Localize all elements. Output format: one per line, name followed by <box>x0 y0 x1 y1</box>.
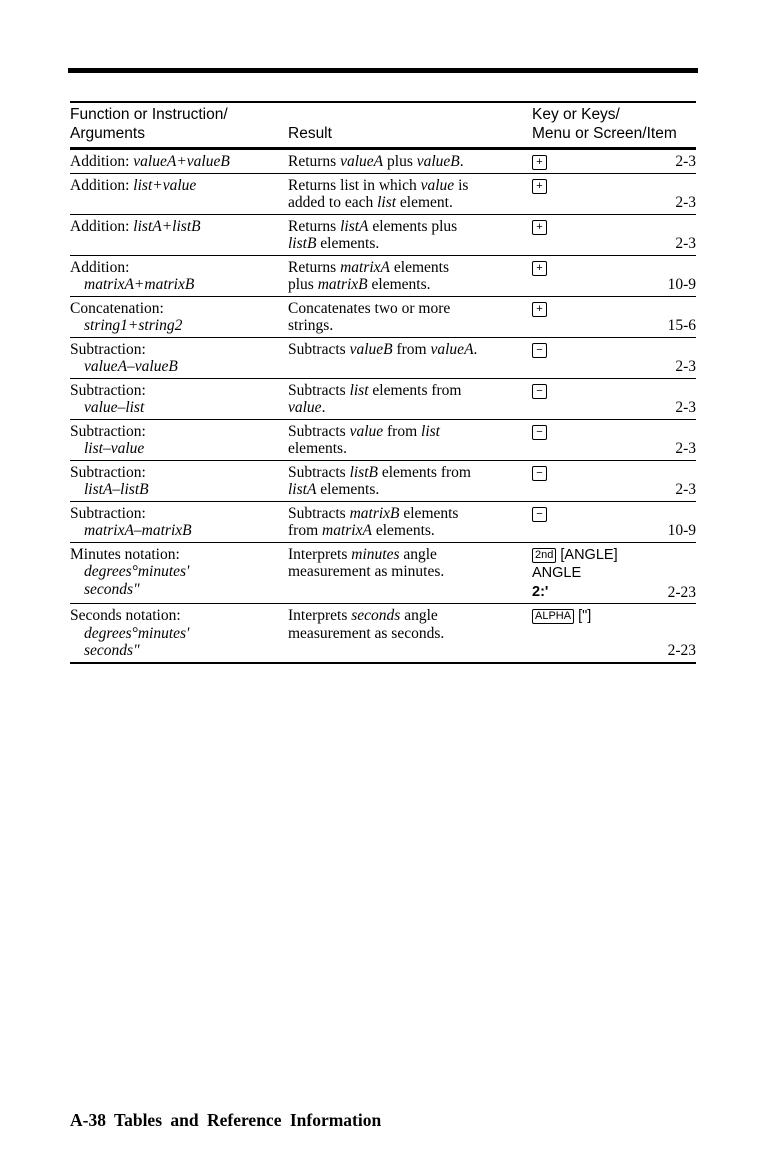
keys-cell <box>532 607 696 660</box>
result-text: list <box>377 194 397 211</box>
result-line <box>288 177 532 195</box>
result-line <box>288 194 532 212</box>
table-row <box>70 174 696 215</box>
keys-cell <box>532 505 696 540</box>
function-args: seconds" <box>84 580 140 598</box>
key-line <box>532 564 696 583</box>
key-line <box>532 259 696 277</box>
table-row <box>70 461 696 502</box>
header-result: Result <box>288 125 332 142</box>
table-row <box>70 379 696 420</box>
page-reference: 2-3 <box>675 153 696 170</box>
result-text: listA <box>288 481 317 498</box>
function-line <box>70 581 288 599</box>
function-cell <box>70 382 288 417</box>
calculator-key-icon: + <box>532 220 547 235</box>
function-line <box>70 358 288 376</box>
result-line <box>288 300 532 318</box>
result-cell <box>288 382 532 417</box>
result-text: elements plus <box>368 217 458 235</box>
result-text: . <box>321 399 326 416</box>
result-cell <box>288 505 532 540</box>
result-text: list <box>349 381 369 399</box>
result-text: elements. <box>316 235 380 252</box>
keys-cell <box>532 218 696 253</box>
result-cell <box>288 153 532 171</box>
result-text: from <box>392 340 431 358</box>
function-label: Seconds notation: <box>70 607 181 624</box>
function-cell <box>70 218 288 253</box>
calculator-key-icon: + <box>532 155 547 170</box>
calculator-key-icon: − <box>532 384 547 399</box>
result-text: angle <box>399 545 437 563</box>
page-reference: 2-3 <box>675 399 696 416</box>
result-text: measurement as minutes. <box>288 563 445 580</box>
function-line <box>70 522 288 540</box>
result-text: from <box>288 522 323 539</box>
table-row <box>70 502 696 543</box>
result-cell <box>288 464 532 499</box>
function-cell <box>70 607 288 660</box>
function-line <box>70 276 288 294</box>
key-line <box>532 177 696 195</box>
function-args: matrixA–matrixB <box>84 522 192 539</box>
result-line <box>288 563 532 581</box>
header-keys: Key or Keys/ Menu or Screen/Item <box>532 106 677 142</box>
keys-cell <box>532 300 696 335</box>
calculator-key-icon: + <box>532 302 547 317</box>
result-text: plus <box>288 276 318 293</box>
result-text: valueB <box>416 153 460 170</box>
result-line <box>288 625 532 643</box>
result-cell <box>288 546 532 602</box>
result-cell <box>288 423 532 458</box>
function-cell <box>70 505 288 540</box>
result-cell <box>288 341 532 376</box>
result-line <box>288 440 532 458</box>
function-args: matrixA+matrixB <box>84 276 195 293</box>
function-label: Addition: <box>70 176 134 194</box>
result-text: Returns <box>288 153 341 170</box>
table-row <box>70 604 696 664</box>
result-text: from <box>383 422 422 440</box>
page-reference: 10-9 <box>667 276 696 293</box>
function-args: listA–listB <box>84 481 149 498</box>
result-line <box>288 341 532 359</box>
result-text: Subtracts <box>288 340 350 358</box>
function-args: valueA+valueB <box>133 153 230 170</box>
function-line <box>70 607 288 625</box>
calculator-key-icon: − <box>532 343 547 358</box>
result-text: Subtracts <box>288 504 350 522</box>
page-reference: 2-23 <box>667 642 696 659</box>
function-line <box>70 259 288 277</box>
function-label: Addition: <box>70 153 134 170</box>
page-reference: 10-9 <box>667 522 696 539</box>
page-footer: A-38 Tables and Reference Information <box>70 1110 382 1130</box>
result-line <box>288 276 532 294</box>
keys-cell <box>532 177 696 212</box>
function-line <box>70 153 288 171</box>
function-args: listA+listB <box>133 217 201 235</box>
function-label: Minutes notation: <box>70 545 180 563</box>
menu-item-text: 2:' <box>532 583 549 600</box>
result-text: element. <box>396 194 453 211</box>
function-line <box>70 505 288 523</box>
result-cell <box>288 259 532 294</box>
calculator-key-icon: ALPHA <box>532 609 574 624</box>
table-row <box>70 338 696 379</box>
function-label: Subtraction: <box>70 381 146 399</box>
calculator-key-icon: + <box>532 261 547 276</box>
function-args: valueA–valueB <box>84 358 178 375</box>
function-line <box>70 440 288 458</box>
calculator-key-icon: + <box>532 179 547 194</box>
result-text: plus <box>383 153 417 170</box>
calculator-key-icon: 2nd <box>532 548 556 563</box>
page-reference: 2-3 <box>675 194 696 211</box>
result-text: added to each <box>288 194 378 211</box>
keys-cell <box>532 259 696 294</box>
page-reference: 2-3 <box>675 440 696 457</box>
calculator-key-icon: − <box>532 425 547 440</box>
keys-cell <box>532 423 696 458</box>
result-text: Returns <box>288 258 341 276</box>
result-text: Concatenates two or more <box>288 299 451 317</box>
key-line <box>532 218 696 236</box>
page-reference: 2-3 <box>675 358 696 375</box>
function-line <box>70 481 288 499</box>
result-text: valueA <box>340 153 384 170</box>
header-function: Function or Instruction/ Arguments <box>70 106 228 142</box>
function-label: Addition: <box>70 217 134 235</box>
keys-cell <box>532 546 696 602</box>
function-cell <box>70 259 288 294</box>
function-args: seconds" <box>84 642 140 659</box>
result-text: valueA <box>430 340 474 358</box>
result-text: Subtracts <box>288 422 350 440</box>
table-row <box>70 420 696 461</box>
result-text: list <box>421 422 440 440</box>
result-text: value <box>288 399 322 416</box>
function-line <box>70 546 288 564</box>
result-text: matrixB <box>349 504 400 522</box>
key-line <box>532 423 696 441</box>
result-text: Interprets <box>288 545 352 563</box>
function-args: list+value <box>133 176 197 194</box>
result-text: matrixA <box>322 522 372 539</box>
key-line <box>532 546 696 565</box>
page-reference: 2-3 <box>675 235 696 252</box>
result-text: matrixA <box>340 258 391 276</box>
result-text: . <box>459 153 464 170</box>
key-line <box>532 153 696 171</box>
keys-cell <box>532 464 696 499</box>
function-line <box>70 423 288 441</box>
result-text: listB <box>349 463 378 481</box>
reference-table <box>70 101 696 664</box>
function-line <box>70 317 288 335</box>
table-row <box>70 256 696 297</box>
result-text: Returns <box>288 217 341 235</box>
table-body <box>70 150 696 664</box>
result-line <box>288 399 532 417</box>
function-cell <box>70 423 288 458</box>
result-text: listB <box>288 235 317 252</box>
result-text: minutes <box>351 545 400 563</box>
function-label: Subtraction: <box>70 422 146 440</box>
result-line <box>288 382 532 400</box>
result-text: elements from <box>377 463 471 481</box>
result-text: is <box>454 176 469 194</box>
function-args: list–value <box>84 440 145 457</box>
calculator-key-icon: − <box>532 466 547 481</box>
function-cell <box>70 341 288 376</box>
function-line <box>70 300 288 318</box>
result-text: elements. <box>371 522 435 539</box>
result-text: Returns list in which <box>288 176 421 194</box>
function-label: Subtraction: <box>70 463 146 481</box>
result-line <box>288 505 532 523</box>
result-cell <box>288 177 532 212</box>
result-text: listA <box>340 217 369 235</box>
result-line <box>288 218 532 236</box>
result-line <box>288 423 532 441</box>
result-text: Subtracts <box>288 463 350 481</box>
result-line <box>288 464 532 482</box>
result-cell <box>288 300 532 335</box>
table-row <box>70 215 696 256</box>
function-args: string1+string2 <box>84 317 183 334</box>
result-text: angle <box>400 607 438 624</box>
result-text: . <box>473 340 478 358</box>
function-line <box>70 563 288 581</box>
function-line <box>70 399 288 417</box>
menu-item-text: [ANGLE] <box>556 546 618 563</box>
calculator-key-icon: − <box>532 507 547 522</box>
result-text: value <box>420 176 455 194</box>
result-text: valueB <box>349 340 393 358</box>
result-cell <box>288 607 532 660</box>
result-text: elements from <box>368 381 462 399</box>
key-line <box>532 341 696 359</box>
result-text: elements. <box>316 481 380 498</box>
key-line <box>532 382 696 400</box>
menu-item-text: ["] <box>574 608 592 624</box>
key-line <box>532 505 696 523</box>
result-line <box>288 259 532 277</box>
keys-cell <box>532 382 696 417</box>
result-line <box>288 153 532 171</box>
result-line <box>288 607 532 625</box>
result-text: seconds <box>351 607 401 624</box>
key-line <box>532 300 696 318</box>
menu-item-text: ANGLE <box>532 565 582 581</box>
result-cell <box>288 218 532 253</box>
function-cell <box>70 300 288 335</box>
result-text: elements. <box>367 276 431 293</box>
result-text: Interprets <box>288 607 352 624</box>
result-text: value <box>349 422 384 440</box>
result-text: elements <box>390 258 449 276</box>
function-label: Subtraction: <box>70 340 146 358</box>
table-row <box>70 543 696 605</box>
key-line <box>532 607 696 626</box>
function-label: Concatenation: <box>70 299 164 317</box>
table-row <box>70 297 696 338</box>
function-cell <box>70 177 288 212</box>
function-line <box>70 382 288 400</box>
result-line <box>288 235 532 253</box>
function-cell <box>70 153 288 171</box>
function-cell <box>70 546 288 602</box>
result-line <box>288 522 532 540</box>
function-line <box>70 642 288 660</box>
table-row <box>70 150 696 174</box>
top-rule <box>68 68 698 73</box>
result-text: elements. <box>288 440 347 457</box>
result-text: strings. <box>288 317 334 334</box>
function-label: Addition: <box>70 258 130 276</box>
function-line <box>70 625 288 643</box>
page-reference: 2-23 <box>667 583 696 601</box>
function-args: value–list <box>84 399 145 416</box>
function-line <box>70 218 288 236</box>
function-args: degrees°minutes' <box>84 624 190 642</box>
function-line <box>70 177 288 195</box>
function-line <box>70 464 288 482</box>
table-header <box>70 101 696 150</box>
key-line <box>532 464 696 482</box>
result-line <box>288 317 532 335</box>
result-text: matrixB <box>317 276 368 293</box>
result-text: measurement as seconds. <box>288 624 445 642</box>
function-args: degrees°minutes' <box>84 563 190 580</box>
result-line <box>288 546 532 564</box>
result-line <box>288 481 532 499</box>
result-text: Subtracts <box>288 381 350 399</box>
page-reference: 15-6 <box>667 317 696 334</box>
keys-cell <box>532 153 696 171</box>
result-text: elements <box>399 504 459 522</box>
function-label: Subtraction: <box>70 504 146 522</box>
page-reference: 2-3 <box>675 481 696 498</box>
keys-cell <box>532 341 696 376</box>
function-line <box>70 341 288 359</box>
function-cell <box>70 464 288 499</box>
